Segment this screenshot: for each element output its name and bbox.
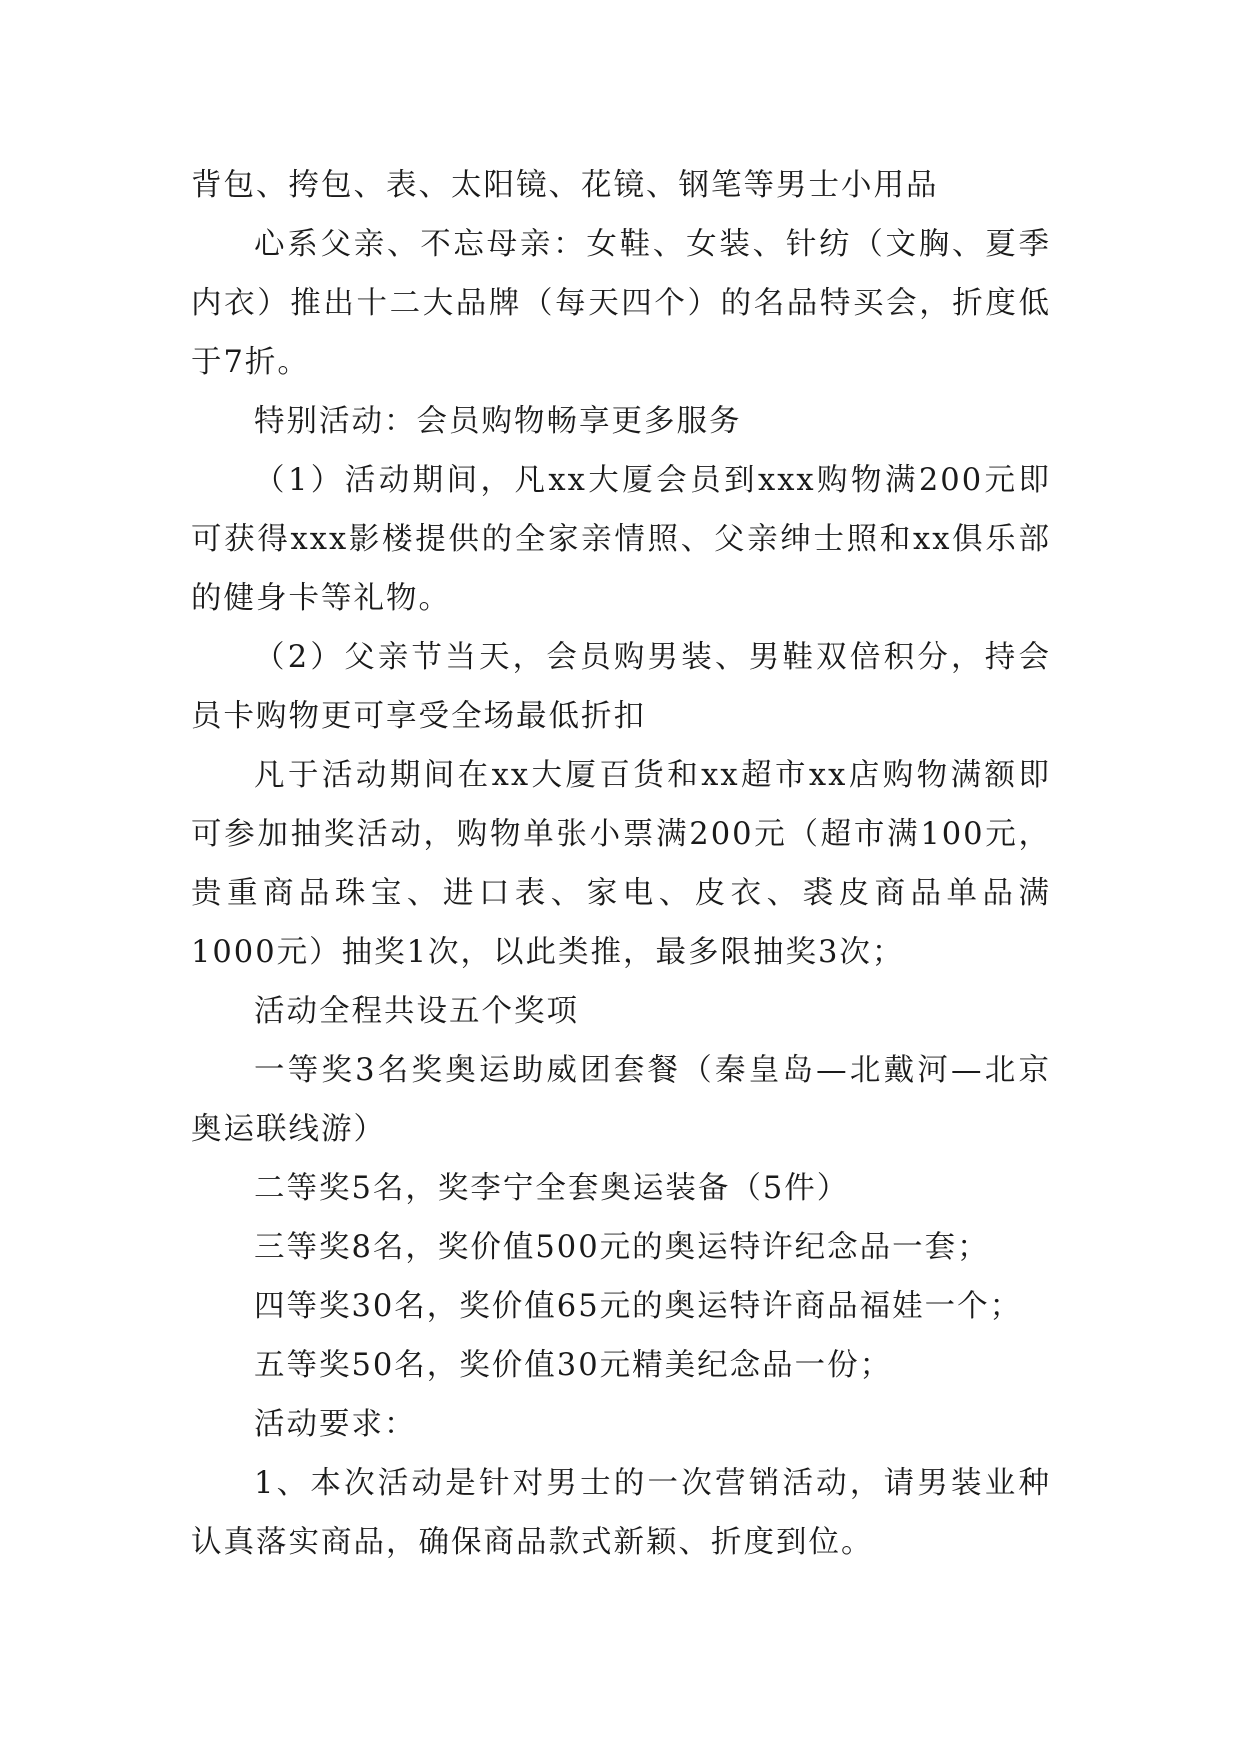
paragraph-member-gift: （1）活动期间，凡xx大厦会员到xxx购物满200元即可获得xxx影楼提供的全家亲情照、父亲绅士照和xx俱乐部的健身卡等礼物。 bbox=[191, 463, 1051, 616]
paragraph-fourth-prize: 四等奖30名，奖价值65元的奥运特许商品福娃一个； bbox=[254, 1289, 1023, 1324]
document-body bbox=[191, 156, 1051, 1572]
paragraph-mother-promo: 心系父亲、不忘母亲：女鞋、女装、针纺（文胸、夏季内衣）推出十二大品牌（每天四个）的名品特买会，折度低于7折。 bbox=[191, 227, 1051, 380]
paragraph-requirements-heading: 活动要求： bbox=[254, 1407, 417, 1442]
paragraph-first-prize: 一等奖3名奖奥运助威团套餐（秦皇岛—北戴河—北京奥运联线游） bbox=[191, 1053, 1051, 1147]
paragraph-double-points: （2）父亲节当天，会员购男装、男鞋双倍积分，持会员卡购物更可享受全场最低折扣 bbox=[191, 640, 1051, 734]
paragraph-fifth-prize: 五等奖50名，奖价值30元精美纪念品一份； bbox=[254, 1348, 893, 1383]
paragraph-second-prize: 二等奖5名，奖李宁全套奥运装备（5件） bbox=[254, 1171, 850, 1206]
paragraph-prizes-heading: 活动全程共设五个奖项 bbox=[254, 994, 579, 1029]
paragraph-special-activity-heading: 特别活动：会员购物畅享更多服务 bbox=[254, 404, 742, 439]
paragraph-requirement-1: 1、本次活动是针对男士的一次营销活动，请男装业种认真落实商品，确保商品款式新颖、折度到位。 bbox=[191, 1466, 1051, 1560]
paragraph-third-prize: 三等奖8名，奖价值500元的奥运特许纪念品一套； bbox=[254, 1230, 990, 1265]
paragraph-lottery-rules: 凡于活动期间在xx大厦百货和xx超市xx店购物满额即可参加抽奖活动，购物单张小票满200元（超市满100元，贵重商品珠宝、进口表、家电、皮衣、裘皮商品单品满1000元）抽奖1次，以此类推，最多限抽奖3次； bbox=[191, 758, 1051, 970]
paragraph-mens-accessories: 背包、挎包、表、太阳镜、花镜、钢笔等男士小用品 bbox=[191, 168, 939, 203]
